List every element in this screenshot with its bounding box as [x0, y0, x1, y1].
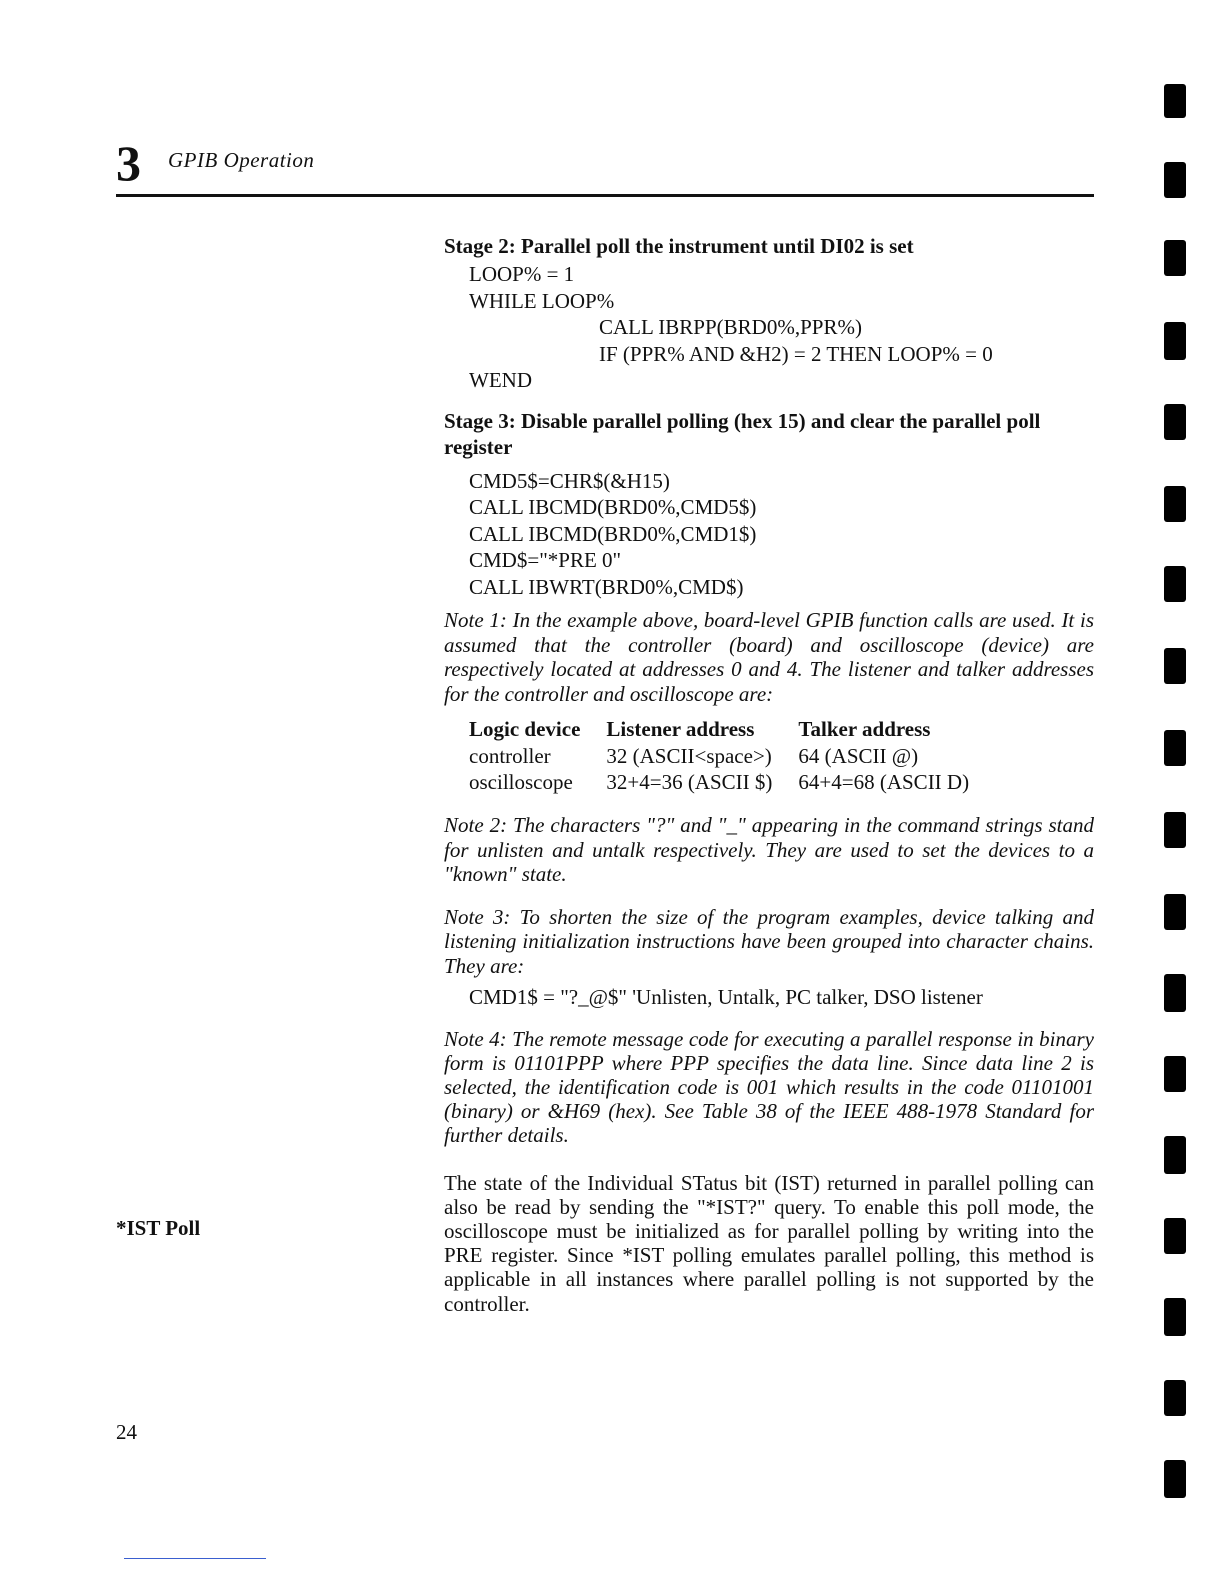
code-line: WEND — [469, 368, 532, 392]
table-header: Talker address — [798, 717, 931, 741]
code-line: CMD5$=CHR$(&H15) — [469, 468, 670, 493]
stage3-heading: Stage 3: Disable parallel polling (hex 15) and clear the parallel poll register — [444, 408, 1041, 459]
footer-line — [124, 1558, 266, 1559]
binding-tab — [1164, 566, 1186, 602]
note-1: Note 1: In the example above, board-level GPIB function calls are used. It is assumed that the controller (board) and oscilloscope (device) are respectively located at addresses 0 and 4. The listener and talker addresses for the controller and oscilloscope are: — [444, 608, 1094, 706]
ist-poll-text: The state of the Individual STatus bit (IST) returned in parallel polling can also be read by sending the "*IST?" query. To enable this poll mode, the oscilloscope must be initialized as for parallel polling by writing into the PRE register. Since *IST polling emulates parallel polling, this method is applicable in all instances where parallel polling is not supported by the controller. — [444, 1170, 1094, 1316]
table-cell: 32 (ASCII<space>) — [606, 744, 772, 768]
table-row — [469, 769, 995, 795]
table-cell: oscilloscope — [469, 770, 573, 794]
main-content — [444, 233, 1094, 1316]
binding-tab — [1164, 404, 1186, 440]
stage2-code — [469, 261, 1094, 394]
table-row — [469, 743, 995, 769]
stage3-code — [469, 468, 1094, 601]
chapter-number: 3 — [116, 135, 141, 191]
note-4: Note 4: The remote message code for executing a parallel response in binary form is 01101PPP where PPP specifies the data line. Since data line 2 is selected, the identification code is 001 which results in the code 01101001 (binary) or &H69 (hex). See Table 38 of the IEEE 488-1978 Standard for further details. — [444, 1026, 1094, 1147]
table-cell: 32+4=36 (ASCII $) — [606, 770, 773, 794]
binding-tab — [1164, 322, 1186, 360]
code-line: CALL IBCMD(BRD0%,CMD1$) — [469, 521, 757, 546]
binding-tab — [1164, 162, 1186, 198]
note-2: Note 2: The characters "?" and "_" appearing in the command strings stand for unlisten and untalk respectively. They are used to set the devices to a "known" state. — [444, 813, 1094, 886]
binding-tab — [1164, 1218, 1186, 1254]
binding-tab — [1164, 730, 1186, 766]
table-cell: controller — [469, 744, 551, 768]
code-line: CALL IBCMD(BRD0%,CMD5$) — [469, 495, 757, 519]
table-cell: 64+4=68 (ASCII D) — [798, 770, 970, 794]
code-line: LOOP% = 1 — [469, 262, 575, 286]
binding-tab — [1164, 486, 1186, 522]
page-number: 24 — [116, 1420, 137, 1444]
code-line: WHILE LOOP% — [469, 288, 615, 313]
binding-tab — [1164, 974, 1186, 1012]
code-line: IF (PPR% AND &H2) = 2 THEN LOOP% = 0 — [599, 341, 993, 366]
binding-tab — [1164, 1056, 1186, 1092]
binding-tab — [1164, 1380, 1186, 1416]
stage2-heading: Stage 2: Parallel poll the instrument until DI02 is set — [444, 234, 914, 258]
binding-tab — [1164, 1460, 1186, 1498]
table-cell: 64 (ASCII @) — [798, 744, 919, 768]
cmd1-line: CMD1$ = "?_@$" 'Unlisten, Untalk, PC talker, DSO listener — [469, 985, 983, 1009]
header-rule — [116, 194, 1094, 197]
chapter-title: GPIB Operation — [168, 148, 315, 172]
code-line: CMD$="*PRE 0" — [469, 548, 622, 572]
binding-tab — [1164, 894, 1186, 930]
binding-tab — [1164, 240, 1186, 276]
table-header: Listener address — [606, 717, 755, 741]
code-line: CALL IBRPP(BRD0%,PPR%) — [599, 315, 862, 339]
binding-tab — [1164, 648, 1186, 684]
address-table — [469, 716, 995, 795]
binding-tab — [1164, 1136, 1186, 1174]
binding-tab — [1164, 1298, 1186, 1336]
table-header: Logic device — [469, 717, 581, 741]
binding-tab — [1164, 812, 1186, 848]
note-3: Note 3: To shorten the size of the program examples, device talking and listening initialization instructions have been grouped into character chains. They are: — [444, 904, 1094, 978]
binding-tab — [1164, 84, 1186, 118]
code-line: CALL IBWRT(BRD0%,CMD$) — [469, 574, 744, 599]
table-header-row — [469, 716, 995, 743]
ist-poll-label: *IST Poll — [116, 1216, 201, 1240]
